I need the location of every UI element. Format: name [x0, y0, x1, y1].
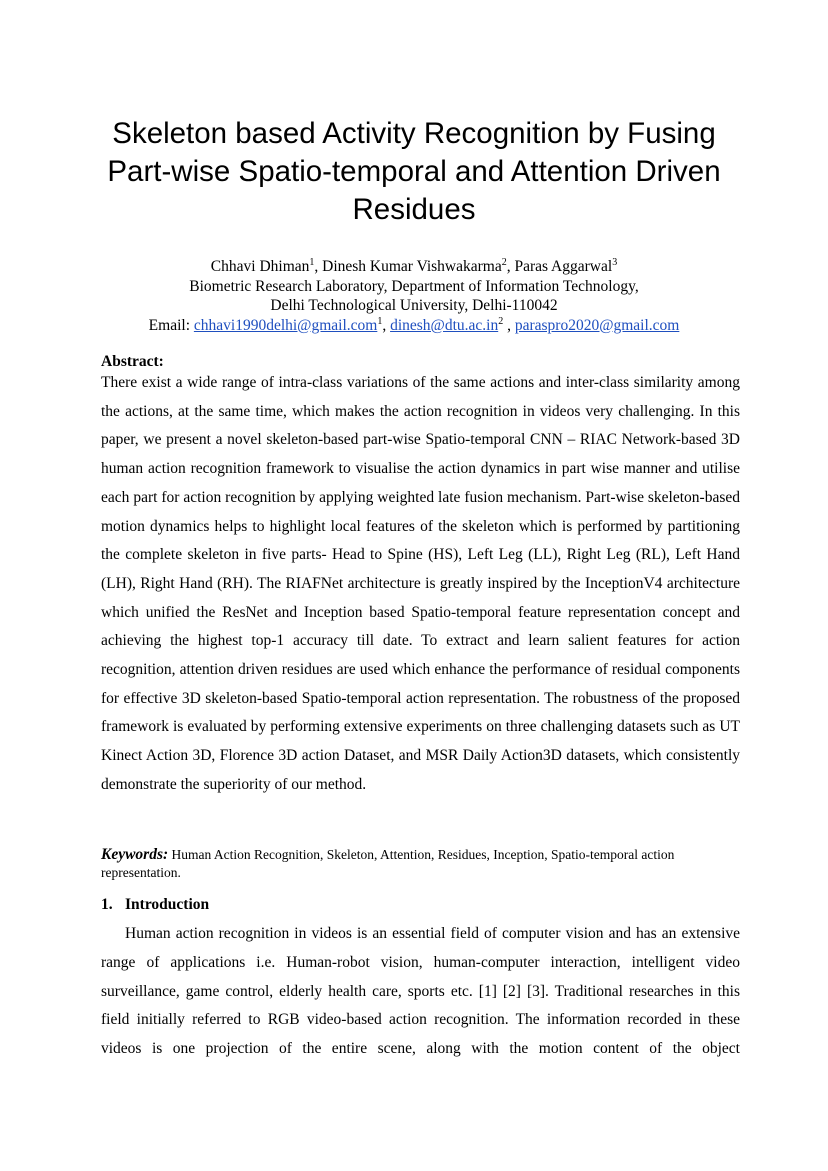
email-link[interactable]: dinesh@dtu.ac.in	[390, 316, 499, 334]
section-heading	[101, 896, 209, 914]
keywords	[101, 846, 741, 882]
email-affil-marker: 1	[377, 315, 383, 327]
author-affil-marker: 2	[501, 256, 507, 268]
email-label: Email:	[148, 316, 194, 334]
author-name: Chhavi Dhiman	[210, 258, 310, 275]
section-title: Introduction	[125, 896, 210, 913]
author-affil-marker: 1	[309, 256, 315, 268]
author-name: Dinesh Kumar Vishwakarma	[322, 258, 502, 275]
author-block	[60, 257, 768, 335]
keywords-text: Human Action Recognition, Skeleton, Attention, Residues, Inception, Spatio-temporal action representation.	[101, 847, 675, 880]
abstract-heading: Abstract:	[101, 353, 164, 370]
abstract-text: There exist a wide range of intra-class variations of the same actions and inter-class similarity among the actions, at the same time, which makes the action recognition in videos very challenging. In this paper, we present a novel skeleton-based part-wise Spatio-temporal CNN – RIAC Network-based 3D human action recognition framework to visualise the action dynamics in part wise manner and utilise each part for action recognition by applying weighted late fusion mechanism. Part-wise skeleton-based motion dynamics helps to highlight local features of the skeleton which is performed by partitioning the complete skeleton in five parts- Head to Spine (HS), Left Leg (LL), Right Leg (RL), Left Hand (LH), Right Hand (RH). The RIAFNet architecture is greatly inspired by the InceptionV4 architecture which unified the ResNet and Inception based Spatio-temporal feature representation concept and achieving the highest top-1 accuracy till date. To extract and learn salient features for action recognition, attention driven residues are used which enhance the performance of residual components for effective 3D skeleton-based Spatio-temporal action representation. The robustness of the proposed framework is evaluated by performing extensive experiments on three challenging datasets such as UT Kinect Action 3D, Florence 3D action Dataset, and MSR Daily Action3D datasets, which consistently demonstrate the superiority of our method.	[101, 374, 740, 793]
affiliation-line: Delhi Technological University, Delhi-110042	[270, 297, 558, 314]
title-line: Residues	[352, 193, 476, 226]
paper-title	[60, 115, 768, 229]
introduction-text: Human action recognition in videos is an essential field of computer vision and has an extensive range of applications i.e. Human-robot vision, human-computer interaction, intelligent video surveillance, game control, elderly health care, sports etc. [1] [2] [3]. Traditional researches in this field initially referred to RGB video-based action recognition. The information recorded in these videos is one projection of the entire scene, along with the motion content of the object	[101, 925, 740, 1058]
section-number: 1.	[101, 896, 113, 913]
keywords-label: Keywords:	[101, 846, 169, 863]
email-link[interactable]: chhavi1990delhi@gmail.com	[193, 316, 378, 334]
email-affil-marker: 2	[498, 315, 504, 327]
author-name: Paras Aggarwal	[514, 258, 613, 275]
email-link[interactable]: paraspro2020@gmail.com	[514, 316, 680, 334]
title-line: Part-wise Spatio-temporal and Attention Driven	[107, 155, 721, 188]
email-line: Email: chhavi1990delhi@gmail.com$^1$, $dinesh@dtu.ac.in^2$ , paraspro2020@gmail.com	[148, 315, 680, 334]
affiliation-line: Biometric Research Laboratory, Department of Information Technology,	[189, 277, 639, 295]
author-affil-marker: 3	[612, 256, 618, 268]
title-line: Skeleton based Activity Recognition by Fusing	[112, 117, 716, 150]
author-names: Chhavi Dhiman$^1$, Dinesh Kumar Vishwakarma$^2$, Paras Aggarwal$^3$	[210, 256, 618, 275]
